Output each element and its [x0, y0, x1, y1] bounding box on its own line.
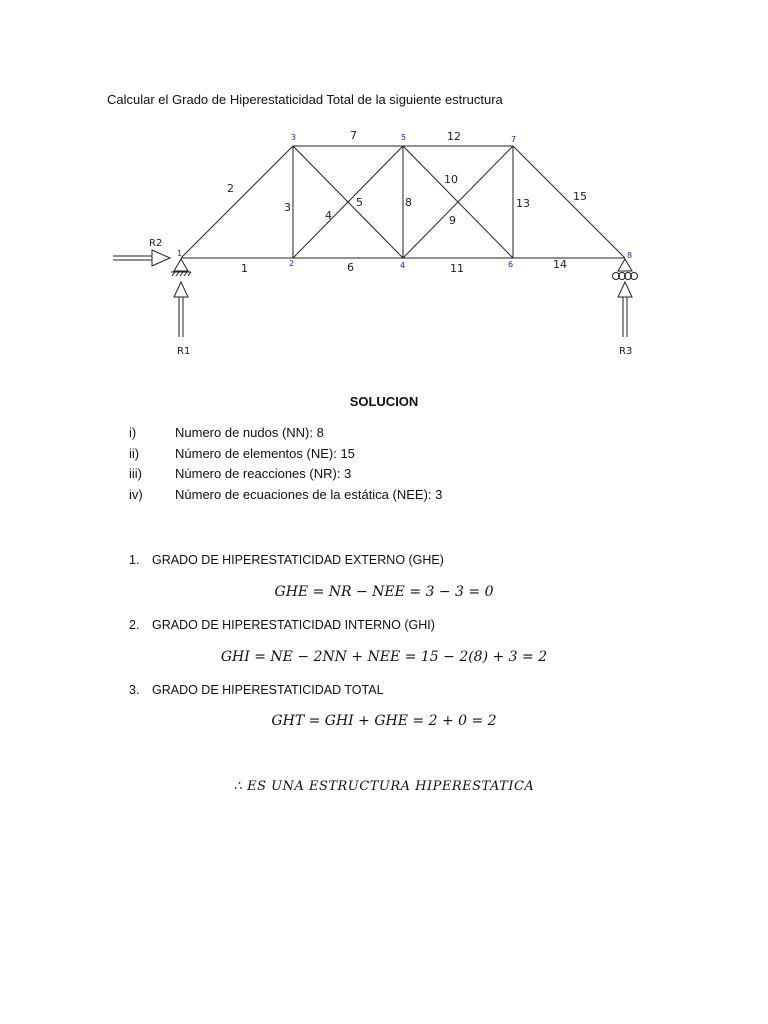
member-label: 2	[227, 182, 234, 195]
member-label: 8	[405, 196, 412, 209]
reaction-label-r3: R3	[619, 346, 633, 357]
member-label: 13	[516, 197, 530, 210]
member-label: 12	[447, 130, 461, 143]
problem-title: Calcular el Grado de Hiperestaticidad Total de la siguiente estructura	[107, 92, 503, 107]
member-label: 10	[444, 173, 458, 186]
member-label: 15	[573, 190, 587, 203]
list-numeral: i)	[129, 425, 137, 440]
section-heading-internal	[129, 618, 435, 632]
node-label: 5	[401, 133, 407, 142]
member-label: 14	[553, 258, 567, 271]
node-label: 4	[400, 261, 406, 270]
list-text: Número de elementos (NE): 15	[175, 445, 355, 461]
node-label: 7	[511, 135, 517, 144]
list-text: Número de ecuaciones de la estática (NEE): 3	[175, 486, 443, 502]
node-label: 3	[291, 133, 297, 142]
equation-ghe: GHE = NR − NEE = 3 − 3 = 0	[274, 584, 494, 600]
list-item	[129, 487, 442, 508]
member-labels	[227, 129, 587, 275]
list-numeral: iv)	[129, 486, 143, 502]
section-number: 2.	[129, 618, 140, 632]
section-title: GRADO DE HIPERESTATICIDAD EXTERNO (GHE)	[152, 553, 444, 567]
list-numeral: iii)	[129, 466, 142, 481]
section-title: GRADO DE HIPERESTATICIDAD INTERNO (GHI)	[152, 618, 435, 632]
conclusion: ∴ ES UNA ESTRUCTURA HIPERESTATICA	[233, 779, 535, 794]
member-2	[181, 146, 293, 258]
list-item	[129, 446, 442, 467]
equation-ght: GHT = GHI + GHE = 2 + 0 = 2	[271, 713, 497, 729]
r3-arrow-head	[618, 282, 632, 297]
member-label: 1	[241, 262, 248, 275]
data-list	[129, 425, 442, 507]
r1-arrow-head	[174, 282, 188, 297]
member-label: 3	[284, 201, 291, 214]
member-label: 6	[347, 261, 354, 274]
node-label: 6	[508, 260, 514, 269]
member-label: 5	[356, 196, 363, 209]
list-numeral: ii)	[129, 445, 140, 461]
list-text: Numero de nudos (NN): 8	[175, 425, 324, 440]
reaction-label-r1: R1	[177, 346, 191, 357]
section-heading-external	[129, 553, 444, 567]
reaction-label-r2: R2	[149, 238, 163, 249]
r2-arrow-head	[152, 250, 170, 266]
member-label: 9	[449, 214, 456, 227]
truss-members	[181, 146, 625, 258]
list-item	[129, 466, 442, 487]
truss-diagram	[100, 125, 660, 365]
list-text: Número de reacciones (NR): 3	[175, 466, 352, 481]
reaction-labels	[149, 238, 632, 357]
section-number: 3.	[129, 683, 140, 697]
member-label: 7	[350, 129, 357, 142]
equation-ghi: GHI = NE − 2NN + NEE = 15 − 2(8) + 3 = 2	[220, 649, 548, 665]
pin-support	[171, 259, 191, 276]
roller-support	[613, 259, 638, 280]
solution-heading: SOLUCION	[349, 394, 419, 409]
member-label: 11	[450, 262, 464, 275]
node-label: 1	[177, 249, 183, 258]
section-title: GRADO DE HIPERESTATICIDAD TOTAL	[152, 683, 384, 697]
section-heading-total	[129, 683, 384, 697]
node-label: 8	[627, 251, 633, 260]
list-item	[129, 425, 442, 446]
member-label: 4	[325, 209, 332, 222]
node-label: 2	[289, 259, 295, 268]
section-number: 1.	[129, 553, 140, 567]
